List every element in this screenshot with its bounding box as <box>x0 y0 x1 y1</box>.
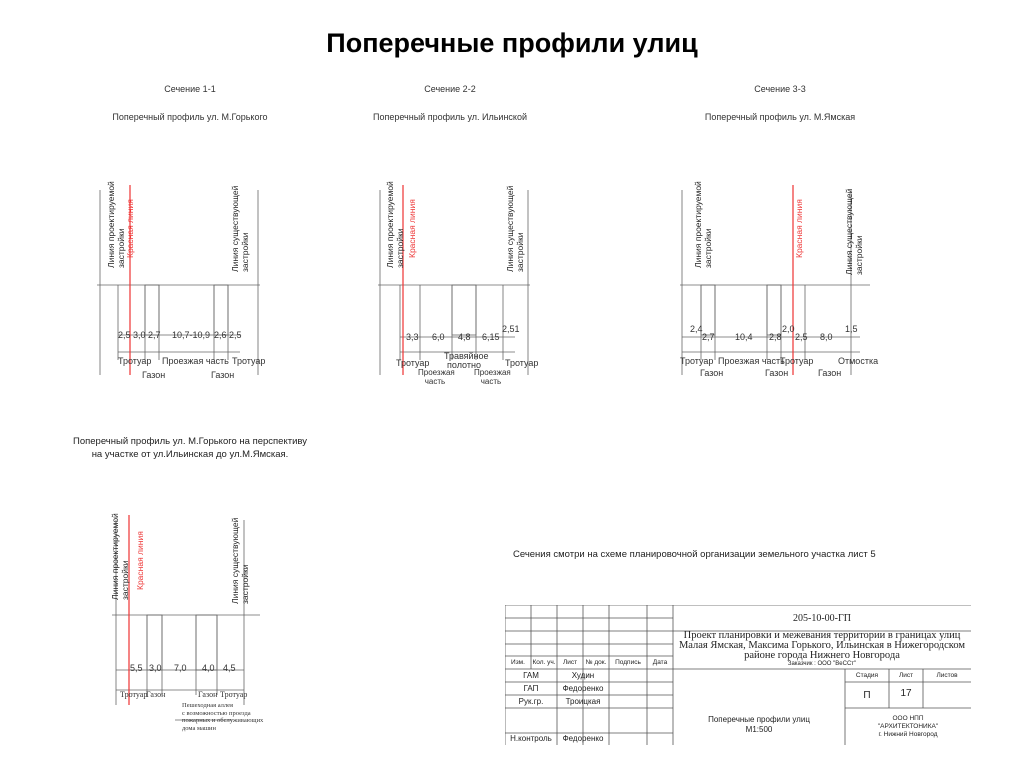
dim-label: 4,8 <box>458 332 471 342</box>
section-label: Сечение 2-2 <box>424 84 476 94</box>
dim-label: 10,4 <box>735 332 753 342</box>
person: Троицкая <box>565 697 601 706</box>
col-header: Кол. уч. <box>532 659 556 666</box>
role: ГАП <box>523 684 539 693</box>
red-line-label: Красная линия <box>125 199 135 258</box>
profile-caption: Поперечный профиль ул. Ильинской <box>372 112 527 122</box>
dim-label: 6,0 <box>432 332 445 342</box>
bottom-label: Тротуар <box>220 690 248 699</box>
sheet-header: Лист <box>898 672 914 679</box>
bottom-label: Газон <box>198 690 218 699</box>
dim-label: 2,4 <box>690 324 703 334</box>
existing-building-line-label: Линия существующей застройки <box>505 185 525 272</box>
bottom-label: Тротуар <box>120 690 148 699</box>
dim-label: 2,5 <box>229 330 242 340</box>
dim-label: 2,5 <box>118 330 131 340</box>
role: Рук.гр. <box>518 697 544 706</box>
bottom-label: Газон <box>700 368 724 378</box>
col-header: Подпись <box>615 659 641 666</box>
col-header: Дата <box>652 659 668 666</box>
organization: ООО НПП "АРХИТЕКТОНИКА" г. Нижний Новгород <box>877 715 939 738</box>
profile-caption: Поперечный профиль ул. М.Горького на перспективу на участке от ул.Ильинская до ул.М.Ямская. <box>73 436 307 460</box>
dim-label: 4,0 <box>202 663 215 673</box>
bottom-label: Тротуар <box>780 356 814 366</box>
stage-value: П <box>863 690 871 701</box>
dim-label: 10,7-10,9 <box>172 330 211 340</box>
person: Федоренко <box>562 684 604 693</box>
bottom-label: Газон <box>211 370 235 380</box>
sheet-value: 17 <box>900 688 912 699</box>
dim-label: 2,8 <box>769 332 782 342</box>
bottom-label: Проезжая часть <box>418 368 455 386</box>
alley-note: Пешеходная аллея с возможностью проезда пожарных и обслуживающих дома машин <box>182 702 264 732</box>
bottom-label: Газон <box>142 370 166 380</box>
bottom-label: Травяйное полотно <box>444 351 489 370</box>
dim-label: 2,51 <box>502 324 520 334</box>
dim-label: 2,7 <box>148 330 161 340</box>
dim-label: 1,5 <box>845 324 858 334</box>
design-building-line-label: Линия проектируемой застройки <box>110 513 130 600</box>
profile-caption: Поперечный профиль ул. М.Горького <box>112 112 268 122</box>
project-name: Проект планировки и межевания территории в границах улиц Малая Ямская, Максима Горького, Ильинская в Нижегородском районе города Нижнего Новгорода <box>678 630 966 661</box>
title-block <box>505 605 971 745</box>
bottom-label: Тротуар <box>680 356 714 366</box>
page-title: Поперечные профили улиц <box>326 28 698 58</box>
section-label: Сечение 3-3 <box>754 84 806 94</box>
dim-label: 2,7 <box>702 332 715 342</box>
design-building-line-label: Линия проектируемой застройки <box>106 181 126 268</box>
bottom-label: Тротуар <box>118 356 152 366</box>
bottom-label: Тротуар <box>232 356 266 366</box>
col-header: Изм. <box>511 659 525 666</box>
existing-building-line-label: Линия существующей застройки <box>844 188 864 275</box>
sections-note: Сечения смотри на схеме планировочной организации земельного участка лист 5 <box>513 549 876 560</box>
role: Н.контроль <box>510 734 552 743</box>
dim-label: 3,0 <box>149 663 162 673</box>
dim-label: 2,0 <box>782 324 795 334</box>
bottom-label: Газон <box>146 690 166 699</box>
col-header: Лист <box>562 659 578 666</box>
drawing-code: 205-10-00-ГП <box>793 613 851 624</box>
stage-header: Стадия <box>855 672 879 679</box>
bottom-label: Газон <box>818 368 842 378</box>
dim-label: 2,5 <box>795 332 808 342</box>
bottom-label: Проезжая часть <box>718 356 785 366</box>
design-building-line-label: Линия проектируемой застройки <box>693 181 713 268</box>
red-line-label: Красная линия <box>135 531 145 590</box>
dim-label: 3,3 <box>406 332 419 342</box>
red-line-label: Красная линия <box>794 199 804 258</box>
section-label: Сечение 1-1 <box>164 84 216 94</box>
col-header: № док. <box>585 659 607 666</box>
dim-label: 3,0 <box>133 330 146 340</box>
red-line-label: Красная линия <box>407 199 417 258</box>
dim-label: 4,5 <box>223 663 236 673</box>
dim-label: 5,5 <box>130 663 143 673</box>
dim-label: 2,6 <box>214 330 227 340</box>
design-building-line-label: Линия проектируемой застройки <box>385 181 405 268</box>
person: Худин <box>571 671 595 680</box>
bottom-label: Газон <box>765 368 789 378</box>
bottom-label: Тротуар <box>396 358 430 368</box>
bottom-label: Тротуар <box>505 358 539 368</box>
existing-building-line-label: Линия существующей застройки <box>230 517 250 604</box>
bottom-label: Проезжая часть <box>474 368 511 386</box>
role: ГАМ <box>523 671 539 680</box>
existing-building-line-label: Линия существующей застройки <box>230 185 250 272</box>
person: Федоренко <box>562 734 604 743</box>
bottom-label: Отмостка <box>838 356 879 366</box>
sheets-header: Листов <box>936 672 958 679</box>
customer: Заказчик : ООО "ВеССт" <box>787 661 857 667</box>
drawing-title: Поперечные профили улиц М1:500 <box>708 715 810 734</box>
bottom-label: Проезжая часть <box>162 356 229 366</box>
dim-label: 7,0 <box>174 663 187 673</box>
dim-label: 8,0 <box>820 332 833 342</box>
dim-label: 6,15 <box>482 332 500 342</box>
profile-caption: Поперечный профиль ул. М.Ямская <box>704 112 856 122</box>
